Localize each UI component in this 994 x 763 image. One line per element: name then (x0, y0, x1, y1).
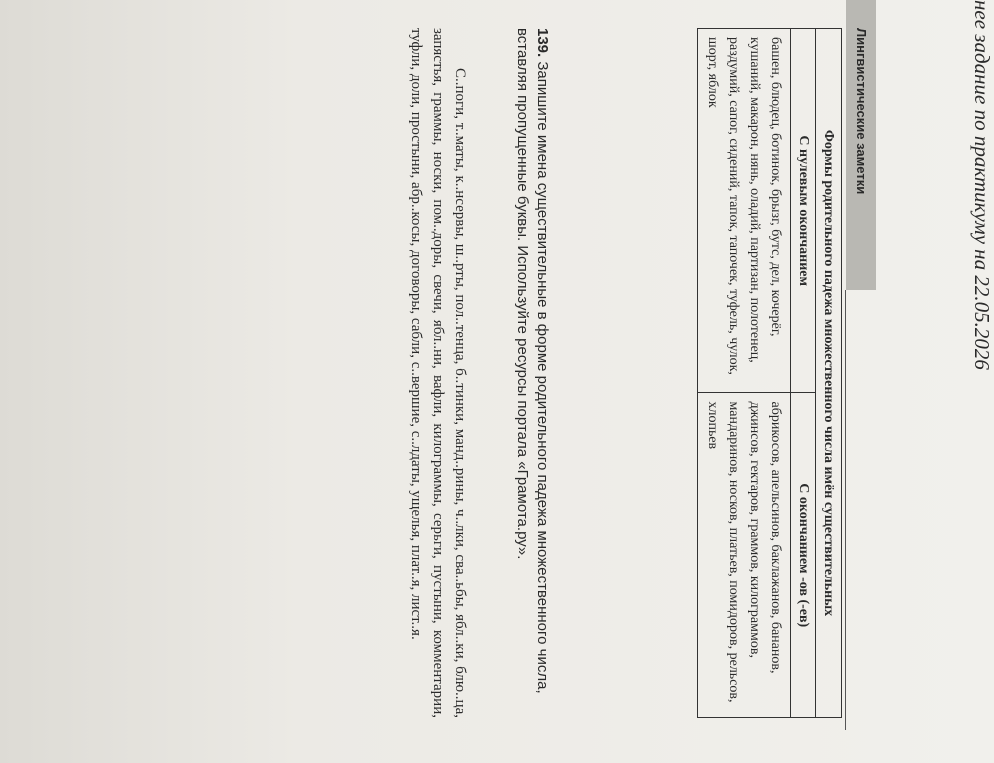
task-number: 139. (534, 28, 551, 58)
task-text: Запишите имена существительные в форме родительного падежа множественного числа, вставляя пропущенные буквы. Используйте ресурсы портала «Грамота.ру». (514, 28, 551, 694)
notes-rule (845, 290, 846, 730)
task-139 (512, 28, 552, 718)
col-zero-ending: С нулевым окончанием (791, 29, 816, 393)
genitive-forms-table (697, 28, 842, 718)
notes-label: Лингвистические заметки (846, 0, 876, 290)
col-ov-ending: С окончанием -ов (-ев) (791, 393, 816, 718)
table-title: Формы родительного падежа множественного числа имён существительных (816, 29, 842, 718)
assignment-header: нее задание по практикуму на 22.05.2026 (970, 0, 994, 370)
ov-ending-words: абрикосов, апельсинов, баклажанов, бананов, джинсов, гектаров, граммов, килограммов, мандаринов, носков, платьев, помидоров, рельсов, хлопьев (698, 393, 791, 718)
task-words: С..поги, т..маты, к..нсервы, ш..рты, пол..тенца, б..тинки, манд..рины, ч..лки, сва..ьбы, ябл..ки, блю..ца, запястья, граммы, носки, пом..доры, свечи, ябл..ни, вафли, килограммы, серьги, пустыни, комментарии, туфли, доли, простыни, абр..косы, договоры, сабли, с..вершие, с..лдаты, ущелья, плат..я, лист..я. (408, 28, 468, 718)
zero-ending-words: башен, блюдец, ботинок, брызг, бутс, дел, кочерёг, кушаний, макарон, нянь, оладий, партизан, полотенец, раздумий, сапог, сидений, тапок, тапочек, туфель, чулок, шорт, яблок (698, 29, 791, 393)
